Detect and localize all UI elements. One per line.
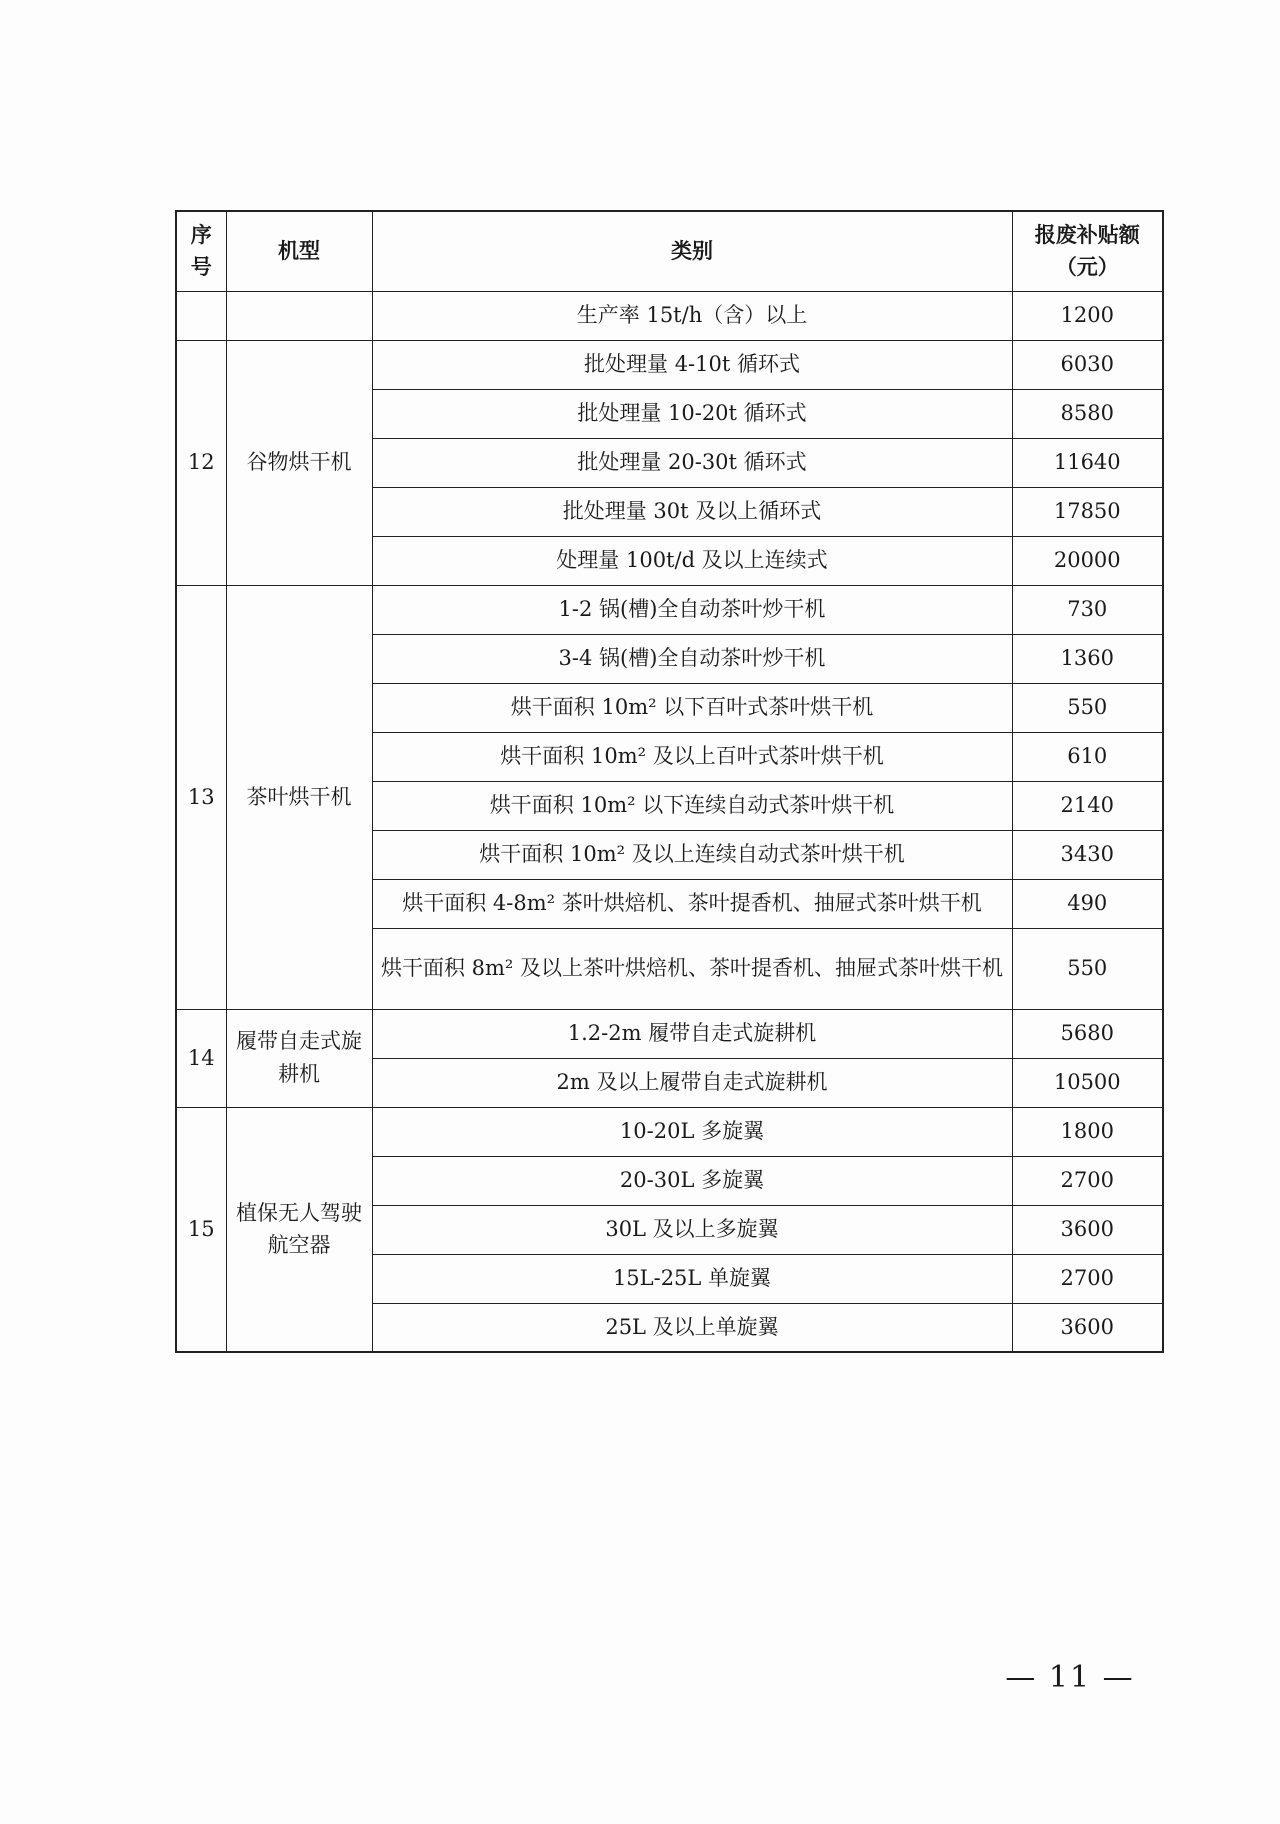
category-cell: 1-2 锅(槽)全自动茶叶炒干机 [372,585,1012,634]
category-cell: 2m 及以上履带自走式旋耕机 [372,1058,1012,1107]
category-cell: 烘干面积 10m² 以下百叶式茶叶烘干机 [372,683,1012,732]
table-row [176,291,1163,340]
category-cell: 烘干面积 8m² 及以上茶叶烘焙机、茶叶提香机、抽屉式茶叶烘干机 [372,928,1012,1009]
amount-cell: 550 [1012,928,1163,1009]
category-cell: 30L 及以上多旋翼 [372,1205,1012,1254]
amount-cell: 11640 [1012,438,1163,487]
category-cell: 3-4 锅(槽)全自动茶叶炒干机 [372,634,1012,683]
amount-cell: 2700 [1012,1156,1163,1205]
model-cell: 植保无人驾驶航空器 [226,1107,372,1352]
seq-cell: 14 [176,1009,226,1107]
seq-cell: 15 [176,1107,226,1352]
amount-cell: 8580 [1012,389,1163,438]
amount-cell: 1200 [1012,291,1163,340]
amount-cell: 20000 [1012,536,1163,585]
amount-cell: 3430 [1012,830,1163,879]
header-amount [1012,211,1163,291]
category-cell: 15L-25L 单旋翼 [372,1254,1012,1303]
header-category: 类别 [372,211,1012,291]
category-cell: 批处理量 10-20t 循环式 [372,389,1012,438]
model-cell: 履带自走式旋耕机 [226,1009,372,1107]
table-row [176,1009,1163,1058]
category-cell: 烘干面积 4-8m² 茶叶烘焙机、茶叶提香机、抽屉式茶叶烘干机 [372,879,1012,928]
category-cell: 生产率 15t/h（含）以上 [372,291,1012,340]
seq-cell: 13 [176,585,226,1009]
seq-cell [176,291,226,340]
category-cell: 烘干面积 10m² 及以上连续自动式茶叶烘干机 [372,830,1012,879]
amount-cell: 17850 [1012,487,1163,536]
table-row [176,340,1163,389]
amount-cell: 610 [1012,732,1163,781]
category-cell: 1.2-2m 履带自走式旋耕机 [372,1009,1012,1058]
header-amount-line2: （元） [1055,254,1119,280]
amount-cell: 550 [1012,683,1163,732]
amount-cell: 3600 [1012,1303,1163,1352]
amount-cell: 2140 [1012,781,1163,830]
table-row [176,1107,1163,1156]
page-number: — 11 — [1005,1660,1135,1695]
category-cell: 批处理量 20-30t 循环式 [372,438,1012,487]
amount-cell: 2700 [1012,1254,1163,1303]
category-cell: 批处理量 30t 及以上循环式 [372,487,1012,536]
category-cell: 处理量 100t/d 及以上连续式 [372,536,1012,585]
category-cell: 烘干面积 10m² 以下连续自动式茶叶烘干机 [372,781,1012,830]
header-amount-line1: 报废补贴额 [1034,221,1140,247]
model-cell: 谷物烘干机 [226,340,372,585]
amount-cell: 1800 [1012,1107,1163,1156]
amount-cell: 10500 [1012,1058,1163,1107]
amount-cell: 5680 [1012,1009,1163,1058]
category-cell: 10-20L 多旋翼 [372,1107,1012,1156]
category-cell: 20-30L 多旋翼 [372,1156,1012,1205]
category-cell: 烘干面积 10m² 及以上百叶式茶叶烘干机 [372,732,1012,781]
amount-cell: 3600 [1012,1205,1163,1254]
amount-cell: 730 [1012,585,1163,634]
header-model: 机型 [226,211,372,291]
seq-cell: 12 [176,340,226,585]
amount-cell: 6030 [1012,340,1163,389]
table-header-row [176,211,1163,291]
header-seq: 序号 [176,211,226,291]
table-body [176,340,1163,1352]
amount-cell: 1360 [1012,634,1163,683]
subsidy-table [175,210,1164,1353]
model-cell: 茶叶烘干机 [226,585,372,1009]
model-cell [226,291,372,340]
table-row [176,585,1163,634]
category-cell: 批处理量 4-10t 循环式 [372,340,1012,389]
category-cell: 25L 及以上单旋翼 [372,1303,1012,1352]
amount-cell: 490 [1012,879,1163,928]
